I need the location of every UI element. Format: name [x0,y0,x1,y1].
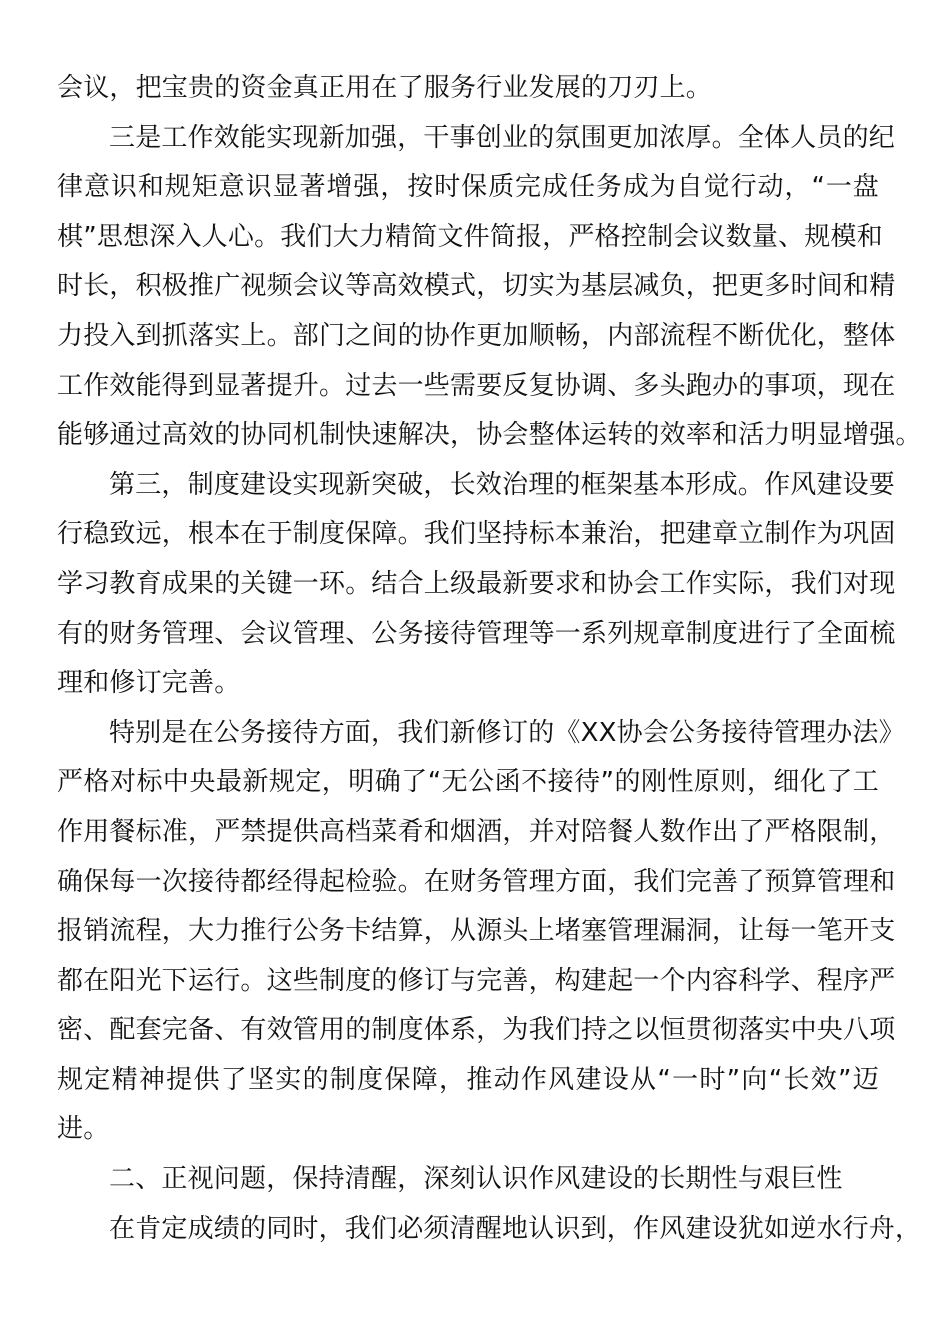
text-line-7: 工作效能得到显著提升。过去一些需要反复协调、多头跑办的事项，现在 [57,370,896,401]
text-line-5: 时长，积极推广视频会议等高效模式，切实为基层减负，把更多时间和精 [57,271,896,302]
text-line-14: 特别是在公务接待方面，我们新修订的《XX协会公务接待管理办法》 [109,717,905,748]
text-line-22: 进。 [57,1114,110,1145]
text-line-17: 确保每一次接待都经得起检验。在财务管理方面，我们完善了预算管理和 [57,866,896,897]
text-line-3: 律意识和规矩意识显著增强，按时保质完成任务成为自觉行动，“一盘 [57,172,879,203]
text-line-1: 会议，把宝贵的资金真正用在了服务行业发展的刀刃上。 [57,73,713,103]
text-line-15: 严格对标中央最新规定，明确了“无公函不接待”的刚性原则，细化了工 [57,767,879,798]
text-line-19: 都在阳光下运行。这些制度的修订与完善，构建起一个内容科学、程序严 [57,965,896,996]
section-heading: 二、正视问题，保持清醒，深刻认识作风建设的长期性与艰巨性 [109,1164,843,1195]
text-line-2: 三是工作效能实现新加强，干事创业的氛围更加浓厚。全体人员的纪 [109,122,896,153]
text-line-9: 第三，制度建设实现新突破，长效治理的框架基本形成。作风建设要 [109,469,896,500]
text-line-20: 密、配套完备、有效管用的制度体系，为我们持之以恒贯彻落实中央八项 [57,1015,896,1046]
text-line-12: 有的财务管理、会议管理、公务接待管理等一系列规章制度进行了全面梳 [57,618,896,649]
text-line-10: 行稳致远，根本在于制度保障。我们坚持标本兼治，把建章立制作为巩固 [57,519,896,550]
text-line-4: 棋”思想深入人心。我们大力精简文件简报，严格控制会议数量、规模和 [57,221,883,252]
text-line-11: 学习教育成果的关键一环。结合上级最新要求和协会工作实际，我们对现 [57,568,896,599]
text-line-16: 作用餐标准，严禁提供高档菜肴和烟酒，并对陪餐人数作出了严格限制， [57,816,896,847]
text-line-13: 理和修订完善。 [57,668,241,699]
text-line-21: 规定精神提供了坚实的制度保障，推动作风建设从“一时”向“长效”迈 [57,1064,879,1095]
text-line-8: 能够通过高效的协同机制快速解决，协会整体运转的效率和活力明显增强。 [57,420,922,451]
text-line-6: 力投入到抓落实上。部门之间的协作更加顺畅，内部流程不断优化，整体 [57,320,896,351]
document-body [57,64,922,1254]
text-line-18: 报销流程，大力推行公务卡结算，从源头上堵塞管理漏洞，让每一笔开支 [57,916,896,947]
text-line-24: 在肯定成绩的同时，我们必须清醒地认识到，作风建设犹如逆水行舟， [109,1213,922,1244]
